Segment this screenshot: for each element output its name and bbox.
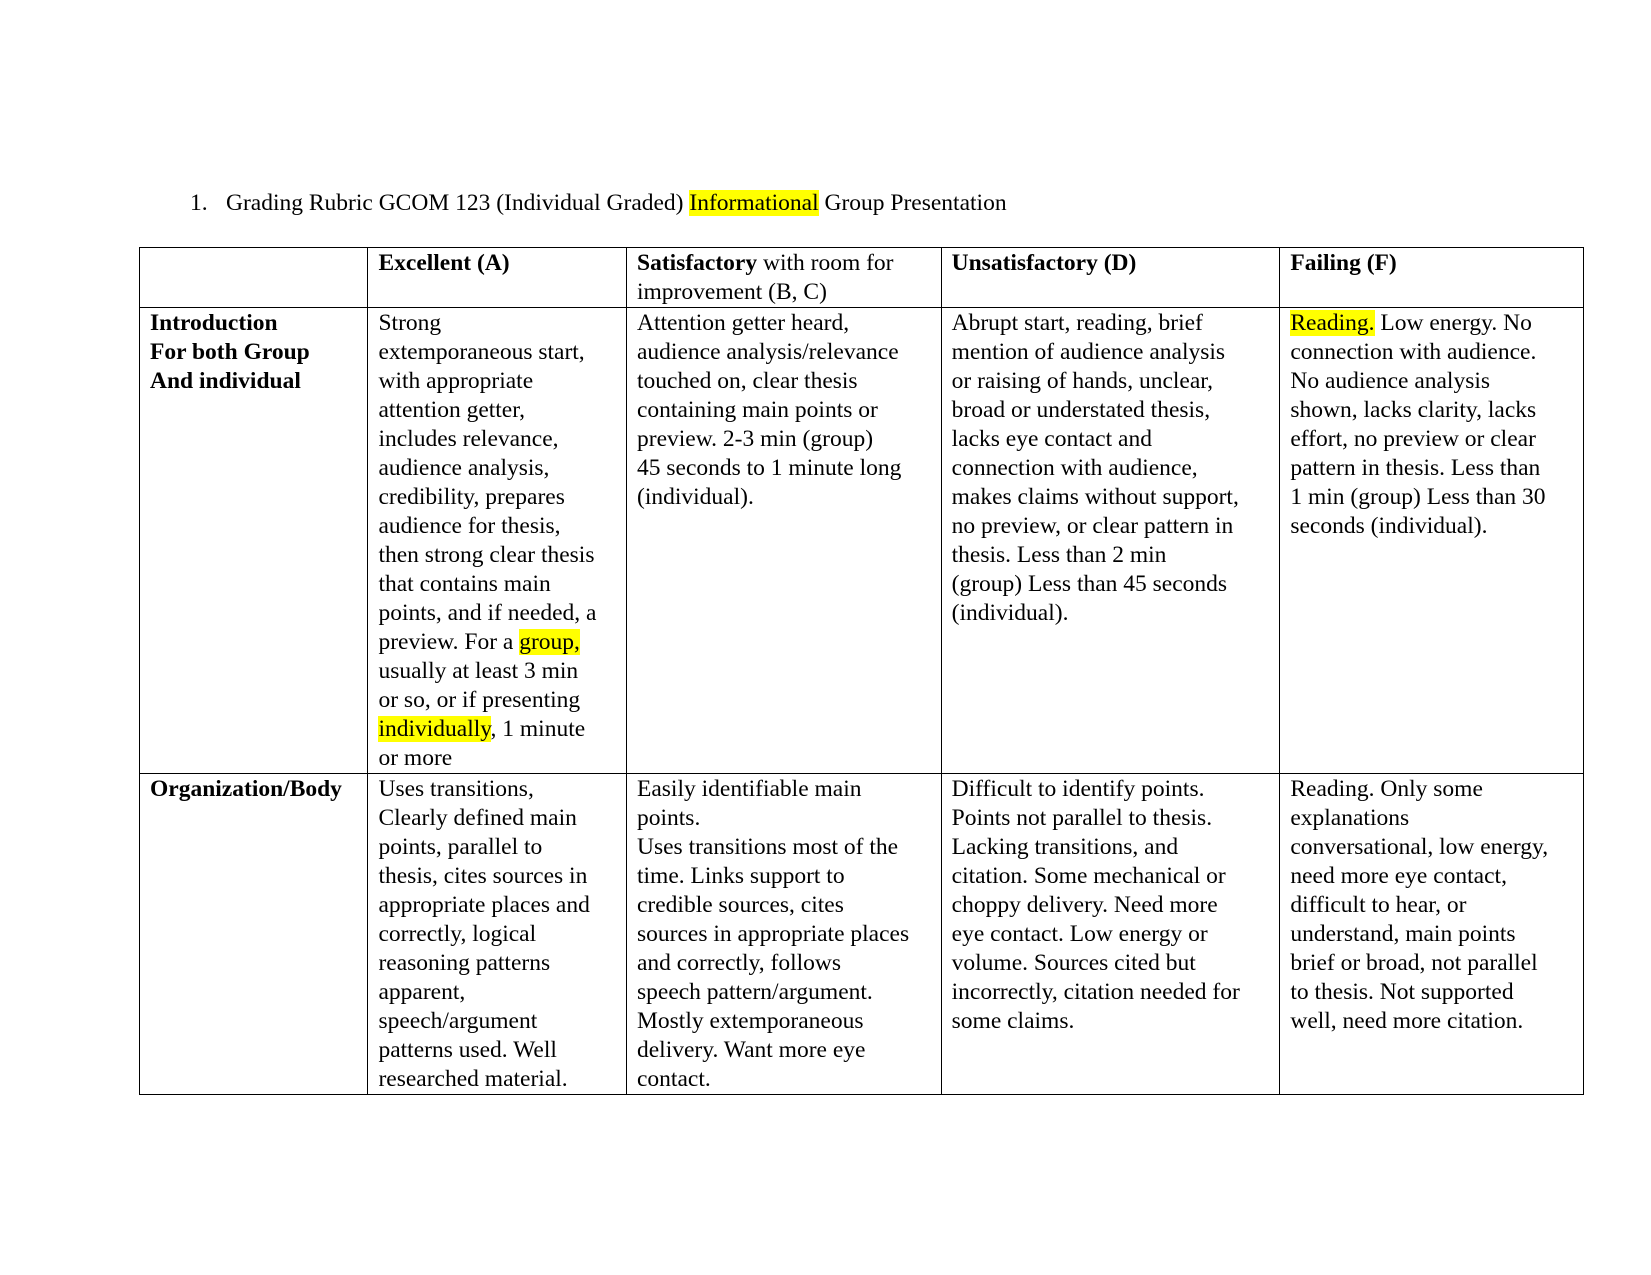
header-satisfactory-bold: Satisfactory — [637, 250, 758, 276]
intro-label-cell — [140, 308, 368, 774]
org-excellent-line: Uses transitions, — [378, 776, 534, 802]
org-unsatisfactory-line: some claims. — [951, 1008, 1075, 1034]
intro-satisfactory-line: 45 seconds to 1 minute long — [637, 455, 902, 481]
intro-row — [140, 308, 1584, 774]
org-label-cell — [140, 774, 368, 1095]
intro-satisfactory-cell — [627, 308, 942, 774]
intro-unsatisfactory-line: Abrupt start, reading, brief — [951, 310, 1203, 336]
intro-excellent-cell — [368, 308, 627, 774]
intro-excellent-line: points, and if needed, a — [378, 600, 597, 626]
org-failing-line: brief or broad, not parallel — [1290, 950, 1538, 976]
org-failing-cell — [1280, 774, 1584, 1095]
intro-unsatisfactory-line: makes claims without support, — [951, 484, 1239, 510]
org-satisfactory-line: sources in appropriate places — [637, 921, 910, 947]
org-satisfactory-line: Uses transitions most of the — [637, 834, 899, 860]
intro-label-line: And individual — [150, 368, 301, 394]
org-unsatisfactory-line: Points not parallel to thesis. — [951, 805, 1213, 831]
intro-unsatisfactory-line: (group) Less than 45 seconds — [951, 571, 1228, 597]
org-unsatisfactory-line: citation. Some mechanical or — [951, 863, 1226, 889]
intro-satisfactory-line: (individual). — [637, 484, 754, 510]
intro-excellent-line: Strong — [378, 310, 442, 336]
intro-satisfactory-line: audience analysis/relevance — [637, 339, 899, 365]
org-satisfactory-line: Mostly extemporaneous — [637, 1008, 864, 1034]
intro-failing-line: effort, no preview or clear — [1290, 426, 1536, 452]
org-excellent-line: reasoning patterns — [378, 950, 551, 976]
org-satisfactory-line: delivery. Want more eye — [637, 1037, 866, 1063]
intro-unsatisfactory-line: lacks eye contact and — [951, 426, 1152, 452]
org-excellent-line: patterns used. Well — [378, 1037, 557, 1063]
intro-excellent-preview-line: preview. For a group, — [378, 629, 580, 655]
org-unsatisfactory-cell — [941, 774, 1280, 1095]
header-failing: Failing (F) — [1290, 250, 1397, 276]
intro-unsatisfactory-line: or raising of hands, unclear, — [951, 368, 1214, 394]
org-excellent-line: appropriate places and — [378, 892, 590, 918]
org-satisfactory-line: time. Links support to — [637, 863, 845, 889]
org-excellent-line: correctly, logical — [378, 921, 537, 947]
intro-label-line: For both Group — [150, 339, 310, 365]
org-unsatisfactory-line: incorrectly, citation needed for — [951, 979, 1240, 1005]
intro-unsatisfactory-line: no preview, or clear pattern in — [951, 513, 1234, 539]
intro-unsatisfactory-cell — [941, 308, 1280, 774]
org-satisfactory-cell — [627, 774, 942, 1095]
intro-failing-line: No audience analysis — [1290, 368, 1491, 394]
intro-unsatisfactory-line: mention of audience analysis — [951, 339, 1226, 365]
org-satisfactory-line: credible sources, cites — [637, 892, 844, 918]
org-failing-line: difficult to hear, or — [1290, 892, 1467, 918]
org-failing-line: understand, main points — [1290, 921, 1516, 947]
header-unsatisfactory-cell — [941, 248, 1280, 308]
intro-satisfactory-line: touched on, clear thesis — [637, 368, 858, 394]
org-failing-line: well, need more citation. — [1290, 1008, 1524, 1034]
intro-excellent-line: audience for thesis, — [378, 513, 561, 539]
intro-excellent-line: or so, or if presenting — [378, 687, 581, 713]
intro-failing-line: connection with audience. — [1290, 339, 1537, 365]
header-failing-cell — [1280, 248, 1584, 308]
document-title — [190, 188, 1007, 218]
header-row — [140, 248, 1584, 308]
org-unsatisfactory-line: Lacking transitions, and — [951, 834, 1179, 860]
org-unsatisfactory-line: eye contact. Low energy or — [951, 921, 1208, 947]
header-satisfactory-cell — [627, 248, 942, 308]
intro-satisfactory-line: Attention getter heard, — [637, 310, 850, 336]
org-failing-line: need more eye contact, — [1290, 863, 1507, 889]
title-highlight: Informational — [689, 190, 819, 216]
org-excellent-line: apparent, — [378, 979, 466, 1005]
intro-unsatisfactory-line: (individual). — [951, 600, 1069, 626]
title-prefix: Grading Rubric GCOM 123 (Individual Graded) — [226, 190, 690, 216]
org-satisfactory-line: speech pattern/argument. — [637, 979, 873, 1005]
header-excellent-cell — [368, 248, 627, 308]
individually-highlight: individually — [378, 716, 491, 742]
org-excellent-line: speech/argument — [378, 1008, 538, 1034]
org-excellent-line: Clearly defined main — [378, 805, 577, 831]
title-suffix: Group Presentation — [818, 190, 1007, 216]
intro-excellent-line: credibility, prepares — [378, 484, 565, 510]
org-excellent-line: thesis, cites sources in — [378, 863, 588, 889]
intro-excellent-line: that contains main — [378, 571, 551, 597]
intro-excellent-line: includes relevance, — [378, 426, 559, 452]
intro-excellent-line: audience analysis, — [378, 455, 550, 481]
intro-failing-line: pattern in thesis. Less than — [1290, 455, 1541, 481]
reading-highlight: Reading. — [1290, 310, 1375, 336]
org-satisfactory-line: Easily identifiable main — [637, 776, 862, 802]
intro-failing-first-line: Reading. Low energy. No — [1290, 310, 1532, 336]
org-unsatisfactory-line: choppy delivery. Need more — [951, 892, 1218, 918]
org-excellent-line: points, parallel to — [378, 834, 543, 860]
intro-excellent-line: extemporaneous start, — [378, 339, 585, 365]
intro-label-line: Introduction — [150, 310, 278, 336]
org-failing-line: Reading. Only some — [1290, 776, 1483, 802]
intro-satisfactory-line: containing main points or — [637, 397, 878, 423]
header-unsatisfactory: Unsatisfactory (D) — [951, 250, 1137, 276]
intro-excellent-line: with appropriate — [378, 368, 534, 394]
intro-satisfactory-line: preview. 2-3 min (group) — [637, 426, 874, 452]
group-highlight: group, — [519, 629, 580, 655]
org-excellent-line: researched material. — [378, 1066, 568, 1092]
organization-row — [140, 774, 1584, 1095]
org-unsatisfactory-line: Difficult to identify points. — [951, 776, 1205, 802]
intro-excellent-individually-line: individually, 1 minute — [378, 716, 586, 742]
intro-failing-line: shown, lacks clarity, lacks — [1290, 397, 1537, 423]
org-failing-line: explanations — [1290, 805, 1410, 831]
org-failing-line: to thesis. Not supported — [1290, 979, 1514, 1005]
intro-unsatisfactory-line: connection with audience, — [951, 455, 1198, 481]
intro-excellent-line: or more — [378, 745, 453, 771]
org-satisfactory-line: points. — [637, 805, 701, 831]
header-satisfactory-line2: improvement (B, C) — [637, 279, 827, 305]
org-unsatisfactory-line: volume. Sources cited but — [951, 950, 1196, 976]
intro-excellent-line: attention getter, — [378, 397, 525, 423]
header-corner-cell — [140, 248, 368, 308]
intro-failing-line: seconds (individual). — [1290, 513, 1488, 539]
intro-excellent-line: usually at least 3 min — [378, 658, 579, 684]
org-excellent-cell — [368, 774, 627, 1095]
intro-failing-line: 1 min (group) Less than 30 — [1290, 484, 1546, 510]
org-satisfactory-line: and correctly, follows — [637, 950, 842, 976]
org-label: Organization/Body — [150, 776, 342, 802]
intro-failing-cell — [1280, 308, 1584, 774]
intro-excellent-line: then strong clear thesis — [378, 542, 595, 568]
header-excellent: Excellent (A) — [378, 250, 510, 276]
intro-unsatisfactory-line: thesis. Less than 2 min — [951, 542, 1167, 568]
org-failing-line: conversational, low energy, — [1290, 834, 1549, 860]
intro-unsatisfactory-line: broad or understated thesis, — [951, 397, 1211, 423]
org-satisfactory-line: contact. — [637, 1066, 711, 1092]
rubric-table — [139, 247, 1584, 1095]
header-satisfactory-rest: with room for — [757, 250, 894, 276]
list-number: 1. — [190, 190, 208, 216]
